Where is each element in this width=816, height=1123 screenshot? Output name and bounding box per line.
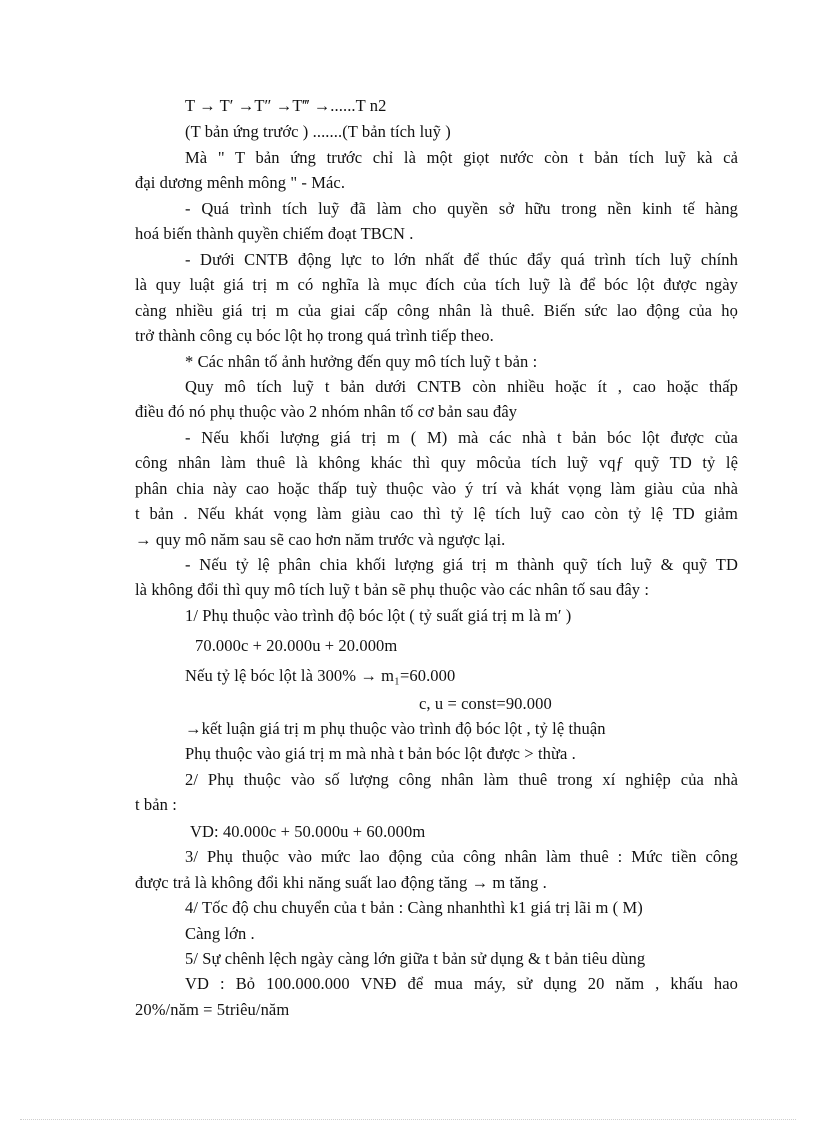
text-line: hoá biến thành quyền chiếm đoạt TBCN . [135,224,414,243]
section-heading: * Các nhân tố ảnh hưởng đến quy mô tích luỹ t bản : [185,352,538,371]
text-line: - Quá trình tích luỹ đã làm cho quyền sở hữu trong nền kinh tế hàng [185,199,738,218]
text-line: càng nhiều giá trị m của giai cấp công nhân là thuê. Biến sức lao động của họ [135,301,738,320]
text-line: T → T′ →T″ →T‴ →......T n2 [185,96,387,115]
text-line: t bản : [135,795,177,814]
text-line: t bản . Nếu khát vọng làm giàu cao thì tỷ lệ tích luỹ cao còn tỷ lệ TD giảm [135,504,738,523]
text-line: 20%/năm = 5triêu/năm [135,1000,290,1019]
text-line: 2/ Phụ thuộc vào số lượng công nhân làm thuê trong xí nghiệp của nhà [185,770,738,789]
text-line: 3/ Phụ thuộc vào mức lao động của công nhân làm thuê : Mức tiền công [185,847,738,866]
text-line: được trả là không đổi khi năng suất lao động tăng → m tăng . [135,873,547,892]
text-line: → quy mô năm sau sẽ cao hơn năm trước và ngược lại. [135,530,506,549]
formula-line: c, u = const=90.000 [419,694,552,713]
text-line: Mà " T bản ứng trước chỉ là một giọt nước còn t bản tích luỹ kà cả [185,148,738,167]
text-line: điều đó nó phụ thuộc vào 2 nhóm nhân tố cơ bản sau đây [135,402,518,421]
text-line: là quy luật giá trị m có nghĩa là mục đích của tích luỹ là để bóc lột được ngày [135,275,738,294]
text-line: phân chia này cao hoặc thấp tuỳ thuộc vào ý trí và khát vọng làm giàu của nhà [135,479,738,498]
text-line: - Nếu khối lượng giá trị m ( M) mà các nhà t bản bóc lột được của [185,428,738,447]
text-line: 5/ Sự chênh lệch ngày càng lớn giữa t bản sử dụng & t bản tiêu dùng [185,949,646,968]
formula-line: Nếu tỷ lệ bóc lột là 300% → m₁=60.000 [185,666,456,685]
text-line: (T bản ứng trước ) .......(T bản tích luỹ ) [185,122,451,141]
text-line: 1/ Phụ thuộc vào trình độ bóc lột ( tỷ suất giá trị m là m′ ) [185,606,572,625]
text-line: →kết luận giá trị m phụ thuộc vào trình độ bóc lột , tỷ lệ thuận [185,719,606,738]
formula-line: VD: 40.000c + 50.000u + 60.000m [190,822,426,841]
text-line: trở thành công cụ bóc lột họ trong quá trình tiếp theo. [135,326,494,345]
text-line: Phụ thuộc vào giá trị m mà nhà t bản bóc lột được > thừa . [185,744,576,763]
page-footer-divider [20,1119,796,1120]
text-line: Quy mô tích luỹ t bản dưới CNTB còn nhiều hoặc ít , cao hoặc thấp [185,377,738,396]
text-line: VD : Bỏ 100.000.000 VNĐ để mua máy, sử dụng 20 năm , khấu hao [185,974,738,993]
text-line: - Nếu tỷ lệ phân chia khối lượng giá trị m thành quỹ tích luỹ & quỹ TD [185,555,738,574]
text-line: 4/ Tốc độ chu chuyển của t bản : Càng nhanhthì k1 giá trị lãi m ( M) [185,898,643,917]
text-line: - Dưới CNTB động lực to lớn nhất để thúc đẩy quá trình tích luỹ chính [185,250,738,269]
text-line: là không đổi thì quy mô tích luỹ t bản sẽ phụ thuộc vào các nhân tố sau đây : [135,580,650,599]
formula-line: 70.000c + 20.000u + 20.000m [195,636,398,655]
text-line: Càng lớn . [185,924,255,943]
text-line: đại dương mênh mông " - Mác. [135,173,346,192]
text-line: công nhân làm thuê là không khác thì quy môcủa tích luỹ vqƒ quỹ TD tỷ lệ [135,453,738,472]
